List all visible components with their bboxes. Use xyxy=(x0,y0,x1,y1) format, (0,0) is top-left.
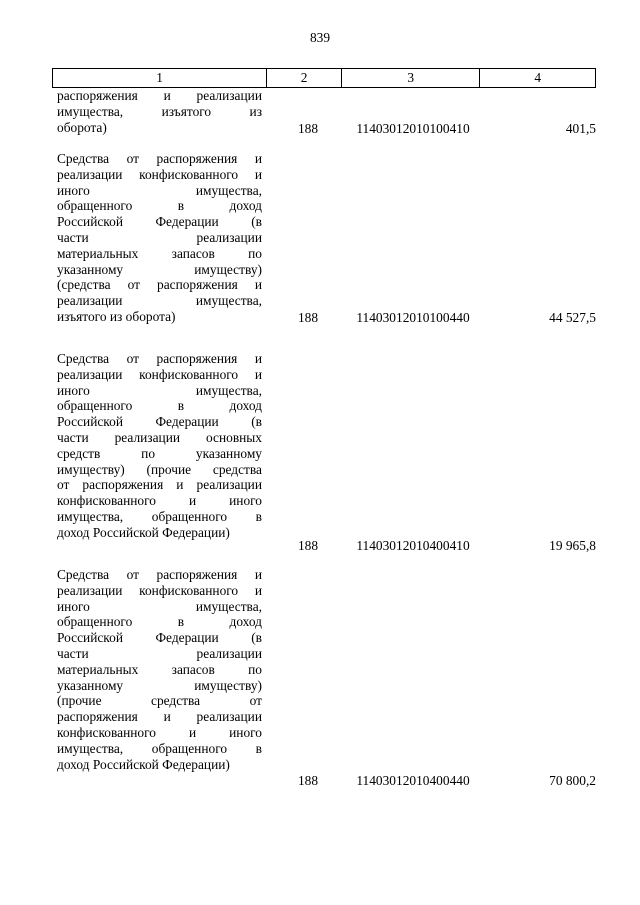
description-line: части реализации xyxy=(57,229,262,245)
description-line: имущества, изъятого из xyxy=(57,103,262,119)
description-line: Российской Федерации (в xyxy=(57,630,262,646)
description-line: указанному имуществу) xyxy=(57,677,262,693)
description-line: Средства от распоряжения и xyxy=(57,151,262,166)
amount: 19 965,8 xyxy=(549,538,596,553)
amount: 44 527,5 xyxy=(549,310,596,325)
description-line: обращенного в доход xyxy=(57,198,262,214)
description-line: имущества, обращенного в xyxy=(57,740,262,756)
description-line: Средства от распоряжения и xyxy=(57,567,262,582)
description-line: обращенного в доход xyxy=(57,398,262,414)
column-header-4: 4 xyxy=(479,69,595,87)
description-line: имущества, обращенного в xyxy=(57,508,262,524)
description-line: Российской Федерации (в xyxy=(57,414,262,430)
page-number: 839 xyxy=(309,30,331,45)
column-header-2: 2 xyxy=(266,69,341,87)
row-description xyxy=(57,567,262,772)
row-description xyxy=(57,151,262,325)
description-line: изъятого из оборота) xyxy=(57,308,176,324)
amount: 70 800,2 xyxy=(549,773,596,788)
admin-code: 188 xyxy=(297,310,319,325)
budget-code: 11403012010100410 xyxy=(356,121,470,136)
admin-code: 188 xyxy=(297,121,319,136)
description-line: Российской Федерации (в xyxy=(57,214,262,230)
description-line: распоряжения и реализации xyxy=(57,709,262,725)
column-header-3: 3 xyxy=(341,69,479,87)
description-line: конфискованного и иного xyxy=(57,493,262,509)
budget-code: 11403012010400410 xyxy=(356,538,470,553)
description-line: материальных запасов по xyxy=(57,661,262,677)
description-line: реализации конфискованного и xyxy=(57,582,262,598)
row-description xyxy=(57,88,262,135)
description-line: части реализации основных xyxy=(57,429,262,445)
description-line: иного имущества, xyxy=(57,598,262,614)
description-line: доход Российской Федерации) xyxy=(57,524,230,540)
description-line: указанному имуществу) xyxy=(57,261,262,277)
description-line: реализации конфискованного и xyxy=(57,166,262,182)
budget-code: 11403012010100440 xyxy=(356,310,470,325)
description-line: иного имущества, xyxy=(57,382,262,398)
description-line: материальных запасов по xyxy=(57,245,262,261)
description-line: распоряжения и реализации xyxy=(57,88,262,103)
description-line: имуществу) (прочие средства xyxy=(57,461,262,477)
table-header xyxy=(52,68,596,88)
description-line: реализации имущества, xyxy=(57,293,262,309)
description-line: конфискованного и иного xyxy=(57,724,262,740)
column-header-1: 1 xyxy=(156,70,163,85)
admin-code: 188 xyxy=(297,538,319,553)
description-line: части реализации xyxy=(57,645,262,661)
description-line: обращенного в доход xyxy=(57,614,262,630)
description-line: Средства от распоряжения и xyxy=(57,351,262,366)
description-line: реализации конфискованного и xyxy=(57,366,262,382)
description-line: (прочие средства от xyxy=(57,693,262,709)
description-line: (средства от распоряжения и xyxy=(57,277,262,293)
budget-code: 11403012010400440 xyxy=(356,773,470,788)
description-line: иного имущества, xyxy=(57,182,262,198)
amount: 401,5 xyxy=(565,121,596,136)
description-line: доход Российской Федерации) xyxy=(57,756,230,772)
description-line: оборота) xyxy=(57,119,107,135)
description-line: от распоряжения и реализации xyxy=(57,477,262,493)
admin-code: 188 xyxy=(297,773,319,788)
description-line: средств по указанному xyxy=(57,445,262,461)
row-description xyxy=(57,351,262,541)
